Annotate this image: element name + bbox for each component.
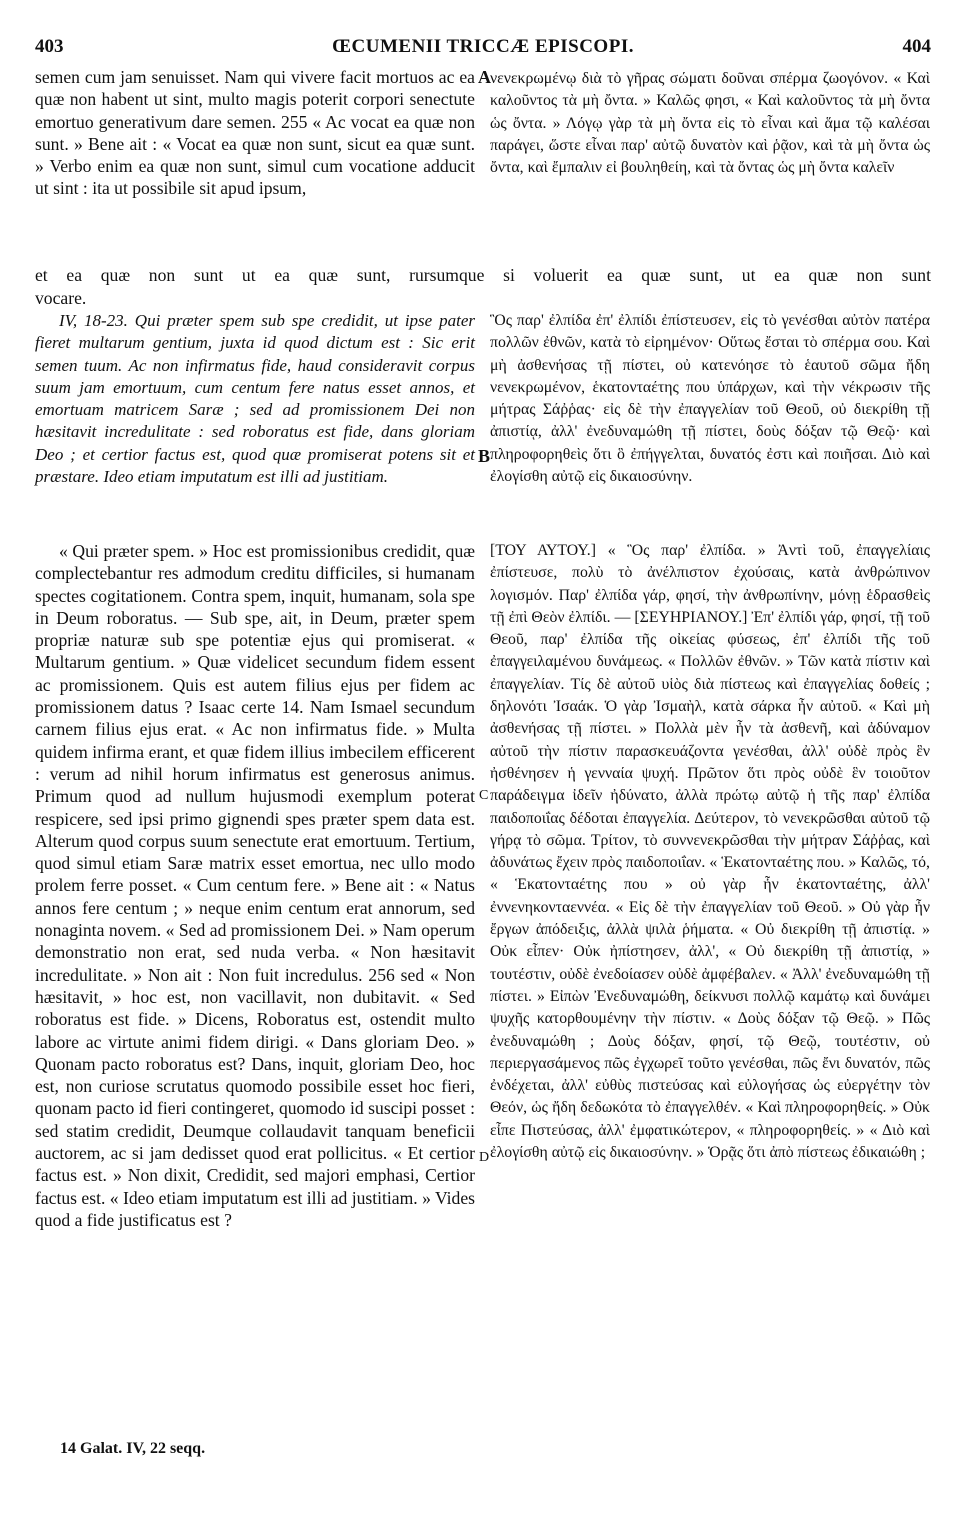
latin-commentary — [35, 540, 475, 1420]
margin-marker-d: D — [479, 1150, 490, 1165]
greek-top-text: νενεκρωμένῳ διὰ τὸ γῆρας σώματι δοῦναι σπέρμα ζωογόνον. « Καὶ καλοῦντος τὰ μὴ ὄντα. » Καλῶς φησι, « Καὶ καλοῦντος τὰ μὴ ὄντα ὡς ὄντα. » Λόγῳ γὰρ τὰ μὴ ὄντα εἰς τὸ εἶναι καὶ ἅμα τῷ καλέσαι παράγει, ὥστε εἶναι παρ' αὐτῷ δυνατὸν καὶ ῥᾷον, καὶ τὰ μὴ ὄντα ὡς ὄντα, καὶ ἔμπαλιν εἰ βουληθείη, καὶ τὰ ὄντας ὡς μὴ ὄντα καλεῖν — [490, 70, 930, 177]
greek-verse-text: Ὃς παρ' ἐλπίδα ἐπ' ἐλπίδι ἐπίστευσεν, εἰς τὸ γενέσθαι αὐτὸν πατέρα πολλῶν ἐθνῶν, κατὰ τὸ εἰρημένον· Οὕτως ἔσται τὸ σπέρμα σου. Καὶ μὴ ἀσθενήσας τῇ πίστει, οὐ κατενόησε τὸ ἑαυτοῦ σῶμα ἤδη νενεκρωμένον, ἑκατονταέτης που ὑπάρχων, καὶ τὴν νέκρωσιν τῆς μήτρας Σάῤῥας· εἰς δὲ τὴν ἐπαγγελίαν τοῦ Θεοῦ, οὐ διεκρίθη τῇ ἀπιστίᾳ, ἀλλ' ἐνεδυναμώθη τῇ πίστει, δοὺς δόξαν τῷ Θεῷ· καὶ πληροφορηθεὶς ὅτι ὃ ἐπήγγελται, δυνατός ἐστι καὶ ποιῆσαι. Διὸ καὶ ἐλογίσθη αὐτῷ εἰς δικαιοσύνην. — [490, 312, 930, 486]
latin-commentary-text: « Qui præter spem. » Hoc est promissionibus credidit, quæ complectebantur res admodum creditu difficiles, si humanam spectes cogitationem. Contra spem, inquit, humanam, sola spe in Deum roboratus. — Sub spe, ait, in Deum, præter spem propriæ naturæ sub spe potentiæ ejus qui promiserat. « Multarum gentium. » Quæ videlicet secundum fidem essent ac promissionem. Quis est autem filius ejus per fidem ac promissionem datus ? Isaac certe 14. Nam Ismael secundum carnem filius ejus erat. « Ac non infirmatus fide. » Multa quidem infirma erant, et quæ fidem illius imbecilem efficerent : verum ad nihil horum infirmatus est generosus animus. Primum quod ad nullum hujusmodi exemplum poterat respicere, sed ipsi primo gignendi spes præter spem data est. Alterum quod corpus suum senectute erat emortuum. Tertium, quod simul etiam Saræ matrix esset emortua, nec ullo modo prolem ferre posset. « Cum centum fere. » Bene ait : « Natus annos fere centum ; » neque enim centum erat annorum, sed nonaginta novem. « Sed ad promissionem Dei. » Nam operum demonstratio non erat, sed nuda verba. « Non hæsitavit incredulitate. » Non ait : Non fuit incredulus. 256 sed « Non hæsitavit, » hoc est, non vacillavit, non dubitavit. « Sed roboratus est fide. » Dicens, Roboratus est, ostendit multo labore ac virtute animi fidem dirigi. « Dans gloriam Deo. » Quonam pacto roboratus est? Dans, inquit, gloriam Deo, hoc est, non curiose scrutatus quomodo possibile esset hoc fieri, quonam pacto id fieri contingeret, quomodo id suscipi posset : sed statim credidit, Deumque collaudavit tanquam beneficii auctorem, ac si jam dedisset quod erat pollicitus. « Et certior factus est. » Non dixit, Credidit, sed majori emphasi, Certior factus est. « Ideo etiam imputatum est illi ad justitiam. » Vides quod a fide justificatus est ? — [35, 541, 475, 1230]
greek-commentary — [490, 540, 930, 1390]
page-header — [35, 36, 931, 62]
full-width-line: et ea quæ non sunt ut ea quæ sunt, rursumque si voluerit ea quæ sunt, ut ea quæ non sunt — [35, 265, 931, 285]
footnote: 14 Galat. IV, 22 seqq. — [60, 1440, 206, 1457]
margin-marker-a: A — [478, 67, 491, 87]
latin-top-text: semen cum jam senuisset. Nam qui vivere facit mortuos ac ea quæ non habent ut sint, multo magis poterit corpori senectute emortuo generativum dare semen. 255 « Ac vocat ea quæ non sunt. » Bene ait : « Vocat ea quæ non sunt, sicut ea quæ sunt. » Verbo enim ea quæ non sunt, simul cum vocatione adducit ut sint : ita ut possibile sit apud ipsum, — [35, 67, 475, 199]
left-page-number: 403 — [35, 36, 64, 57]
running-title: ŒCUMENII TRICCÆ EPISCOPI. — [332, 36, 634, 57]
greek-column-top — [490, 68, 930, 268]
vocare-line: vocare. — [35, 288, 87, 308]
latin-verse-block — [35, 310, 475, 520]
right-page-number: 404 — [902, 36, 931, 57]
greek-commentary-text: [ΤΟΥ ΑΥΤΟΥ.] « Ὃς παρ' ἐλπίδα. » Ἀντὶ τοῦ, ἐπαγγελίαις ἐπίστευσε, πολὺ τὸ ἀνέλπιστον ἐχούσαις, κατὰ ἀνθρώπινον λογισμόν. Παρ' ἐλπίδα γάρ, φησί, τὴν ἀνθρωπίνην, μόνῃ ἑδρασθεὶς τῇ ἐπὶ Θεὸν ἐλπίδι. — [ΣΕΥΗΡΙΑΝΟΥ.] Ἐπ' ἐλπίδι γάρ, φησί, τῇ τοῦ Θεοῦ, παρ' ἐλπίδα τῆς οἰκείας φύσεως, ἐπ' ἐλπίδι τῆς τοῦ ἐπαγγειλαμένου δυνάμεως. « Πολλῶν ἐθνῶν. » Τῶν κατὰ πίστιν καὶ ἐπαγγελίαν. Τίς δὲ αὐτοῦ υἱὸς διὰ πίστεως καὶ ἐπαγγελίας δοθείς ; δηλονότι Ἰσαάκ. Ὁ γὰρ Ἰσμαὴλ, κατὰ σάρκα ἦν αὐτοῦ. « Καὶ μὴ ἀσθενήσας τῇ πίστει. » Πολλὰ μὲν ἦν τὰ ἀσθενῆ, καὶ ἀδύναμον αὐτοῦ τὴν πίστιν παρασκευάζοντα γενέσθαι, ἀλλ' οὐδὲ πρὸς ἓν ἠσθένησεν ἡ γενναία ψυχή. Πρῶτον ὅτι πρὸς οὐδὲ ἓν τοιοῦτον παράδειγμα ἰδεῖν ἠδύνατο, ἀλλὰ πρώτῳ αὐτῷ ἡ τῆς παρ' ἐλπίδα παιδοποιΐας δέδοται ἐπαγγελία. Δεύτερον, τὸ νενεκρῶσθαι αὐτοῦ τῷ γήρᾳ τὸ σῶμα. Τρίτον, τὸ συννενεκρῶσθαι τὴν μήτραν Σάῤῥας, καὶ ἀδυνάτως ἔχειν πρὸς παιδοποιΐαν. « Ἑκατονταέτης που. » Καλῶς, τό, « Ἑκατονταέτης που » οὐ γὰρ ἦν ἑκατονταέτης, ἀλλ' ἐννενηκονταεννέα. « Εἰς δὲ τὴν ἐπαγγελίαν τοῦ Θεοῦ. » Οὐ γὰρ ἦν ἔργων ἀπόδειξις, ἀλλὰ ψιλὰ ῥήματα. « Οὐ διεκρίθη τῇ ἀπιστίᾳ. » Οὐκ εἶπεν· Οὐκ ἠπίστησεν, ἀλλ', « Οὐ διεκρίθη τῇ ἀπιστίᾳ, » τουτέστιν, οὐδὲ ἐνεδοίασεν οὐδὲ ἀμφέβαλεν. « Ἀλλ' ἐνεδυναμώθη τῇ πίστει. » Εἰπὼν Ἐνεδυναμώθη, δείκνυσι πολλῷ καμάτῳ καὶ δυνάμει ψυχῆς κατορθουμένην τὴν πίστιν. « Δοὺς δόξαν τῷ Θεῷ. » Πῶς ἐνεδυναμώθη ; Δοὺς δόξαν, φησί, τῷ Θεῷ, τουτέστιν, οὐ περιεργασάμενος πῶς ἐγχωρεῖ τοῦτο γενέσθαι, πῶς ἔνι δυνατόν, πῶς ἐνδέχεται, ἀλλ' εὐθὺς πιστεύσας καὶ εὐλογήσας ὡς εὐεργέτην τὸν Θεόν, ὡς ἤδη δεδωκότα τὸ ἐπαγγελθέν. « Καὶ πληροφορηθείς. » Οὐκ εἶπε Πιστεύσας, ἀλλ' ἐμφατικώτερον, « πληροφορηθείς. » « Διὸ καὶ ἐλογίσθη αὐτῷ εἰς δικαιοσύνην. » Ὁρᾷς ὅτι ἀπὸ πίστεως ἐδικαιώθη ; — [490, 542, 930, 1162]
latin-verse-text: IV, 18-23. Qui præter spem sub spe credidit, ut ipse pater fieret multarum gentium, juxta id quod dictum est : Sic erit semen tuum. Ac non infirmatus fide, haud consideravit corpus suum jam emortuum, cum centum fere natus esset annos, et emortuam matricem Saræ ; sed ad promissionem Dei non hæsitavit incredulitate : sed roboratus est fide, dans gloriam Deo ; et certior factus est, quod quæ promiserat potens sit et præstare. Ideo etiam imputatum est illi ad justitiam. — [35, 311, 475, 487]
margin-marker-c: C — [479, 788, 489, 803]
latin-column-top — [35, 66, 475, 282]
margin-marker-b: B — [478, 446, 491, 466]
greek-verse-block — [490, 310, 930, 530]
